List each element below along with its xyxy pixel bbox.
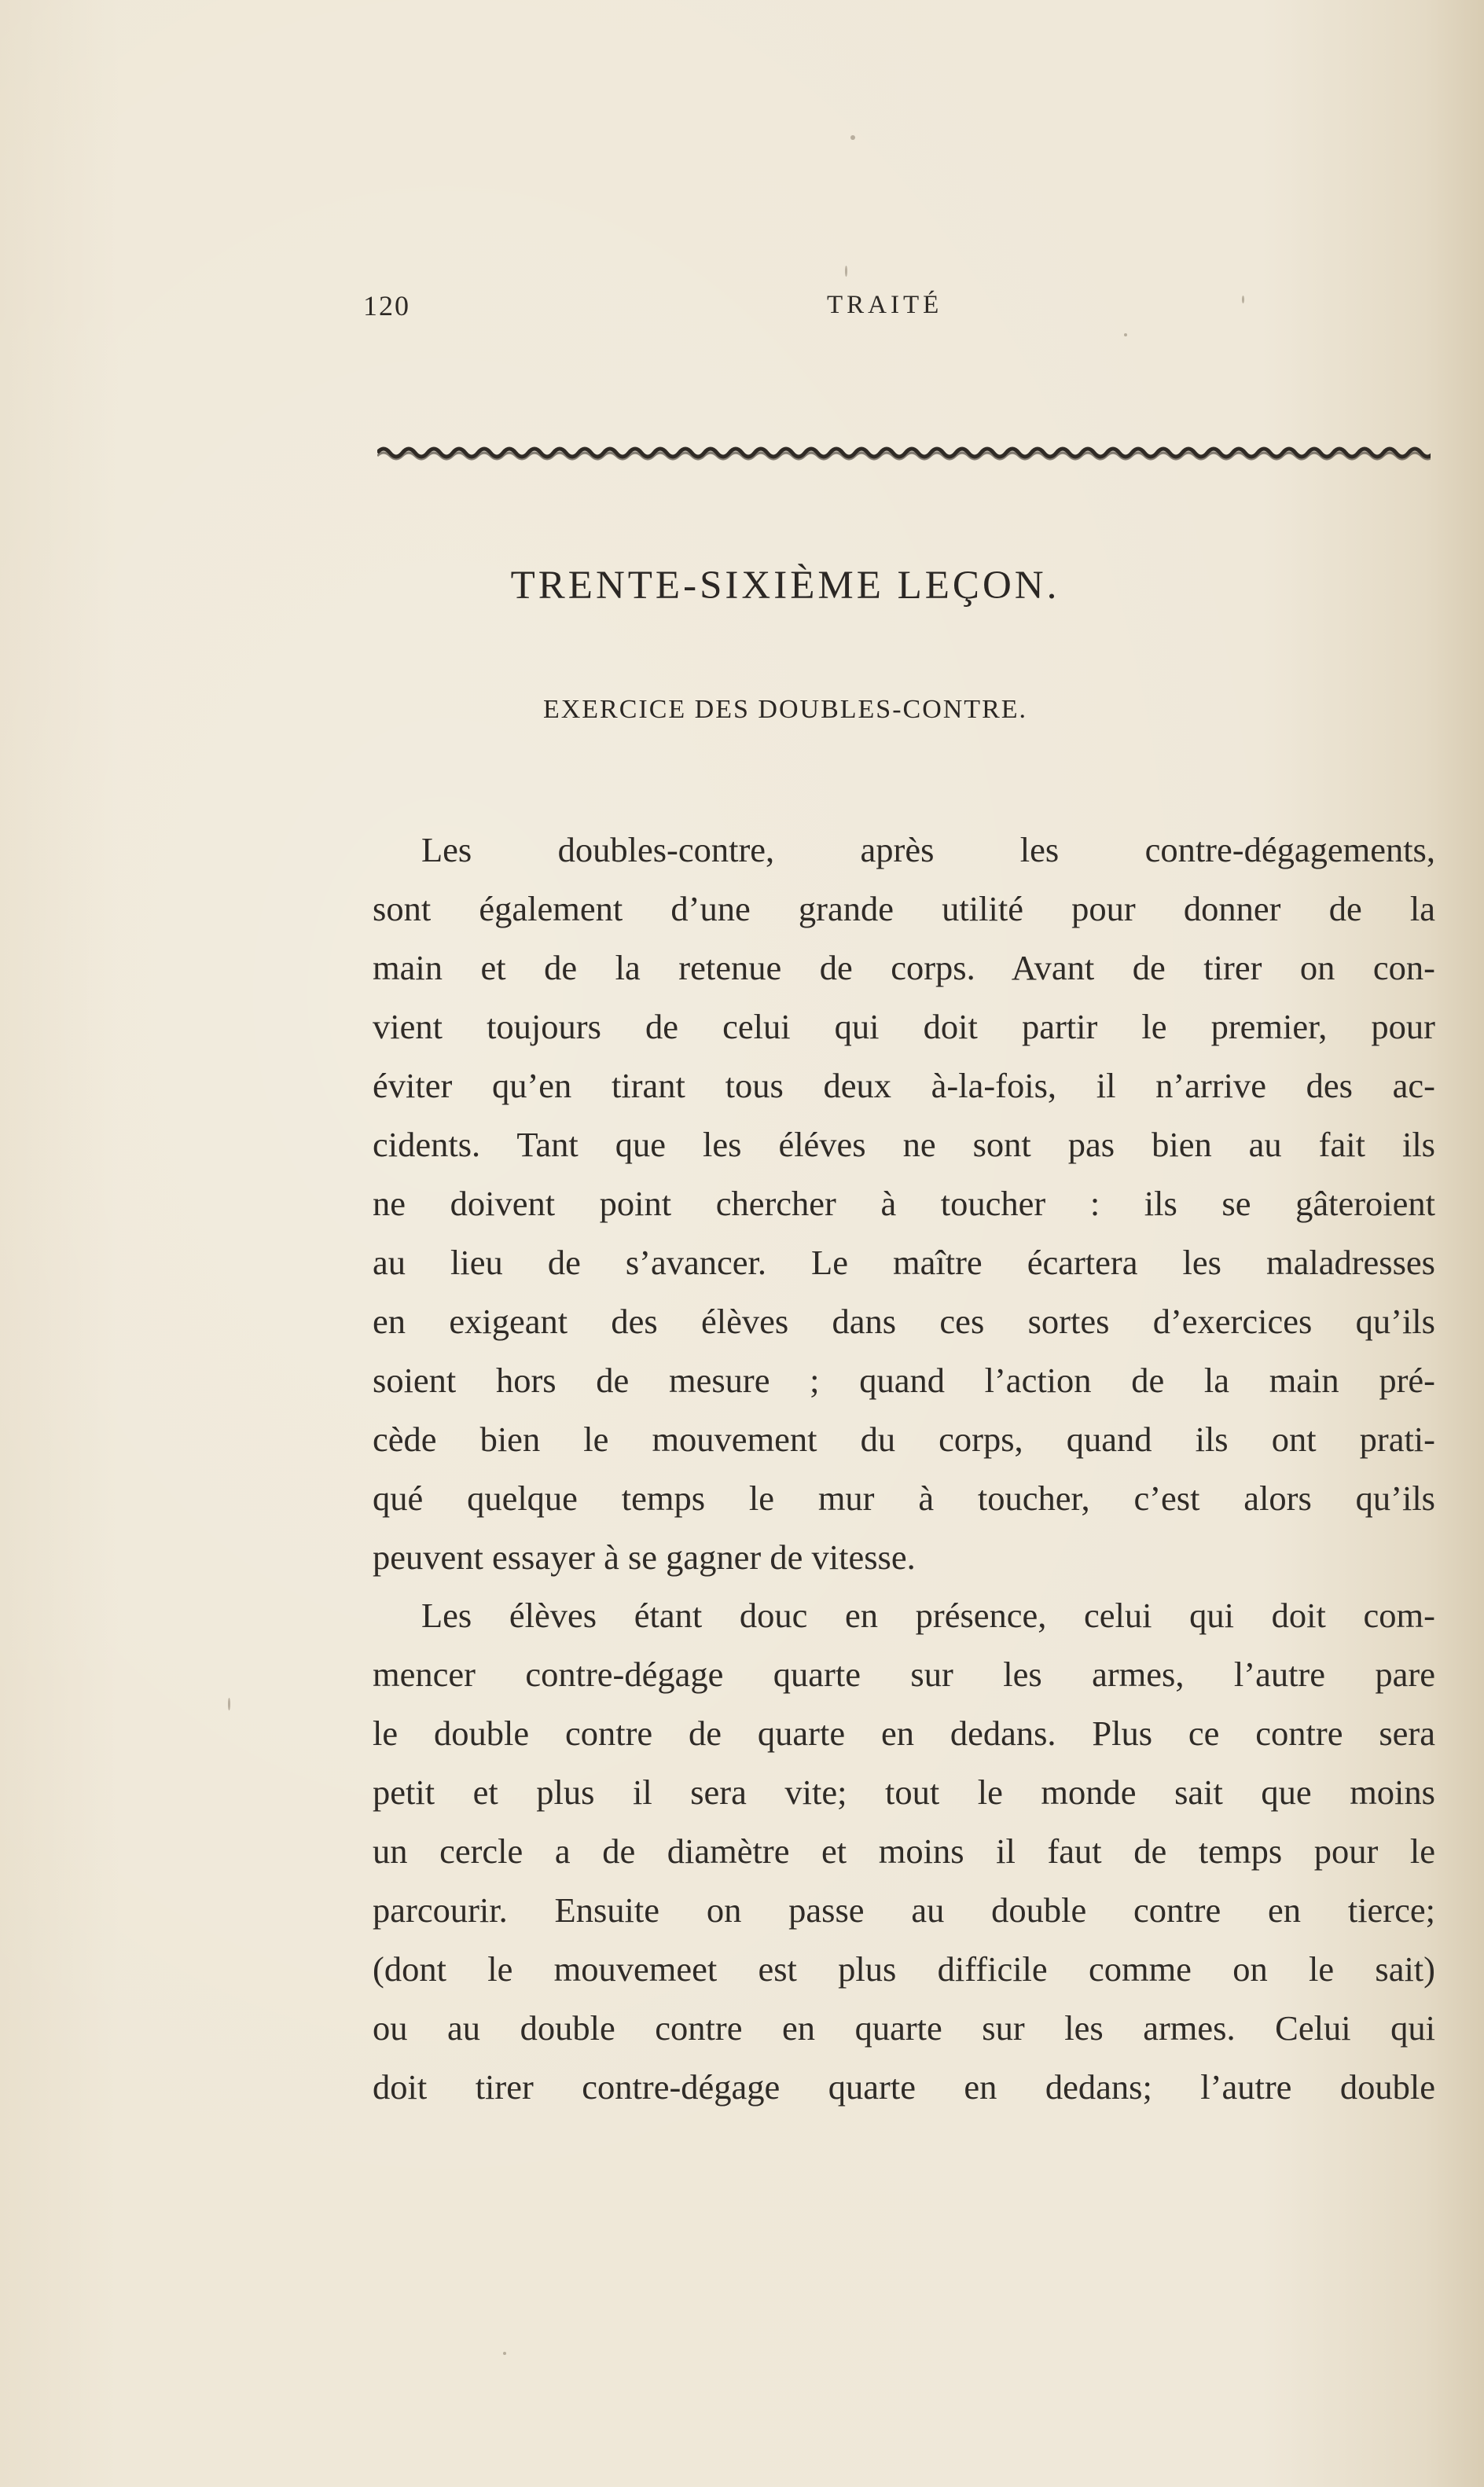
paper-speck <box>845 266 847 277</box>
text-line: mencer contre-dégage quarte sur les armes, l’autre pare <box>373 1655 1435 1694</box>
text-line: Les doubles-contre, après les contre-dégagements, <box>421 830 1435 869</box>
running-header <box>363 289 1448 336</box>
page-number: 120 <box>363 290 410 321</box>
paper-speck <box>503 2352 506 2355</box>
text-line: le double contre de quarte en dedans. Plus ce contre sera <box>373 1714 1435 1753</box>
text-line: éviter qu’en tirant tous deux à-la-fois, il n’arrive des ac- <box>373 1066 1435 1105</box>
text-line: cède bien le mouvement du corps, quand ils ont prati- <box>373 1420 1435 1459</box>
chapter-title: TRENTE-SIXIÈME LEÇON. <box>510 564 1060 608</box>
paragraph-1 <box>373 821 1435 1587</box>
paper-speck <box>1124 333 1127 336</box>
text-line: soient hors de mesure ; quand l’action de la main pré- <box>373 1361 1435 1400</box>
running-head-title: TRAITÉ <box>827 291 943 319</box>
text-line: cidents. Tant que les éléves ne sont pas bien au fait ils <box>373 1125 1435 1164</box>
paragraph-2 <box>373 1586 1435 2117</box>
decorative-ornament-rule <box>377 442 1431 464</box>
chapter-subtitle: EXERCICE DES DOUBLES-CONTRE. <box>542 695 1028 724</box>
text-line: parcourir. Ensuite on passe au double contre en tierce; <box>373 1890 1435 1930</box>
text-line: sont également d’une grande utilité pour donner de la <box>373 889 1435 928</box>
text-line: un cercle a de diamètre et moins il faut de temps pour le <box>373 1831 1435 1871</box>
paper-speck <box>850 135 855 140</box>
text-line: ne doivent point chercher à toucher : ils se gâteroient <box>373 1184 1435 1223</box>
text-line: Les élèves étant douc en présence, celui qui doit com- <box>421 1596 1435 1635</box>
text-line: ou au double contre en quarte sur les armes. Celui qui <box>373 2008 1435 2048</box>
text-line: (dont le mouvemeet est plus difficile comme on le sait) <box>373 1949 1435 1989</box>
text-line: au lieu de s’avancer. Le maître écartera les maladresses <box>373 1243 1435 1282</box>
text-line: en exigeant des élèves dans ces sortes d’exercices qu’ils <box>373 1302 1435 1341</box>
text-line: main et de la retenue de corps. Avant de tirer on con- <box>373 948 1435 987</box>
text-line-last: peuvent essayer à se gagner de vitesse. <box>373 1537 916 1577</box>
text-line: vient toujours de celui qui doit partir le premier, pour <box>373 1007 1435 1046</box>
paper-speck <box>228 1698 230 1710</box>
paper-speck <box>1242 296 1244 303</box>
text-line: qué quelque temps le mur à toucher, c’est alors qu’ils <box>373 1479 1435 1518</box>
text-line: doit tirer contre-dégage quarte en dedans; l’autre double <box>373 2067 1435 2107</box>
text-line: petit et plus il sera vite; tout le monde sait que moins <box>373 1772 1435 1812</box>
